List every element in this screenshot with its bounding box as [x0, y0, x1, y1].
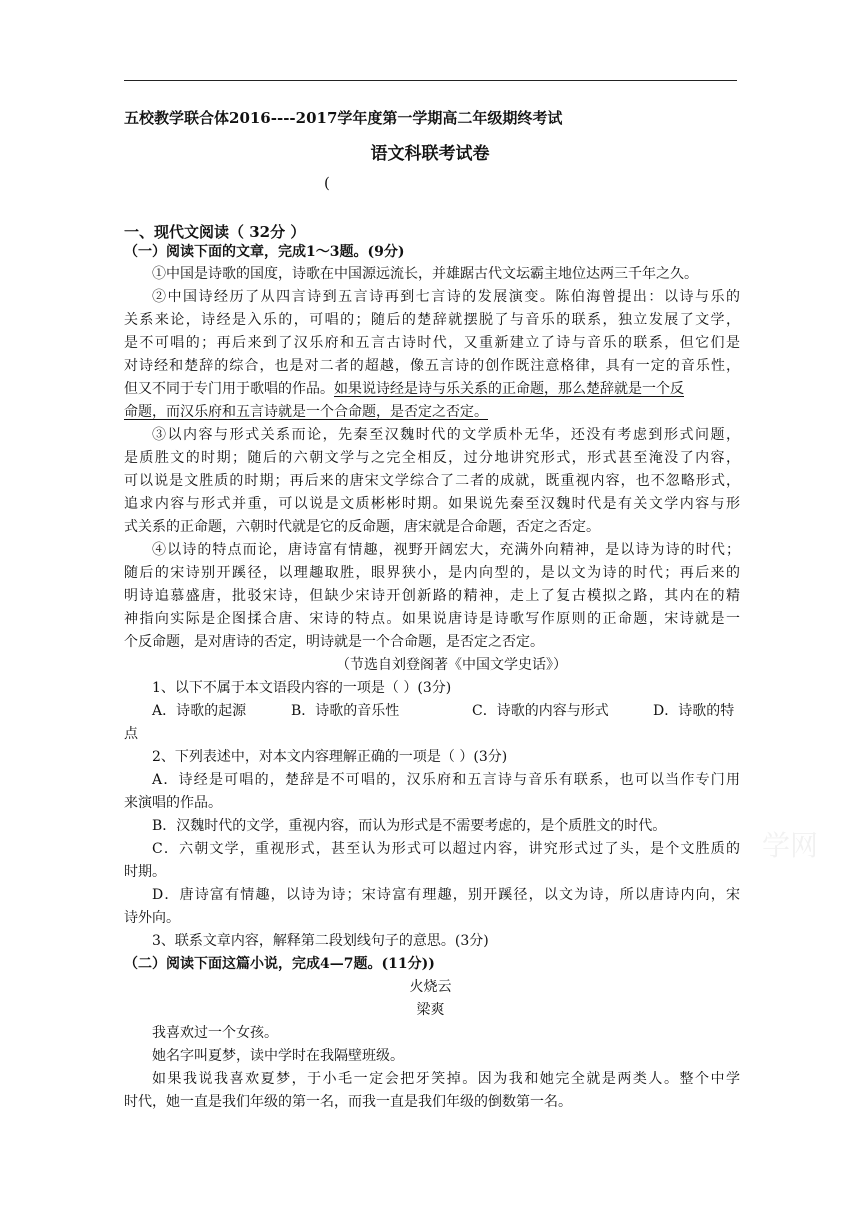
- story-line: 时代，她一直是我们年级的第一名，而我一直是我们年级的倒数第一名。: [124, 1094, 572, 1110]
- paragraph-4-line: ④以诗的特点而论，唐诗富有情趣，视野开阔宏大，充满外向精神，是以诗为诗的时代；: [152, 542, 740, 558]
- source-citation: （节选自刘登阁著《中国文学史话》）: [336, 657, 567, 673]
- paragraph-3-line: 可以说是文胜质的时期；再后来的唐宋文学综合了二者的成就，既重视内容，也不忽略形式，: [124, 473, 740, 489]
- story-author: 梁爽: [416, 1002, 445, 1018]
- question-1-option-d-continued: 点: [124, 726, 138, 742]
- question-2-option-d-continued: 诗外向。: [124, 910, 180, 926]
- question-1-option-b: B．诗歌的音乐性: [291, 703, 400, 719]
- question-2-option-c-continued: 时期。: [124, 864, 166, 880]
- paragraph-3-line: ③以内容与形式关系而论，先秦至汉魏时代的文学质朴无华，还没有考虑到形式问题，: [152, 427, 740, 443]
- watermark: 学网: [762, 829, 819, 862]
- paragraph-1: ①中国是诗歌的国度，诗歌在中国源远流长，并雄踞古代文坛霸主地位达两三千年之久。: [152, 266, 698, 282]
- question-1-option-d: D．诗歌的特: [653, 703, 735, 719]
- story-line: 她名字叫夏梦，读中学时在我隔壁班级。: [152, 1048, 404, 1064]
- paragraph-3-line: 式关系的正命题，六朝时代就是它的反命题，唐宋就是合命题，否定之否定。: [124, 519, 600, 535]
- underlined-sentence: 命题，而汉乐府和五言诗就是一个合命题，是否定之否定。: [124, 404, 488, 420]
- part2-heading: （二）阅读下面这篇小说，完成4—7题。(11分)): [124, 956, 435, 972]
- paragraph-2-line: ②中国诗经历了从四言诗到五言诗再到七言诗的发展演变。陈伯海曾提出：以诗与乐的: [152, 289, 740, 305]
- question-2-option-c: C．六朝文学，重视形式，甚至认为形式可以超过内容，讲究形式过了头，是个文胜质的: [152, 841, 740, 857]
- exam-title: 五校教学联合体2016----2017学年度第一学期高二年级期终考试: [124, 109, 563, 127]
- paragraph-2-line: [124, 378, 740, 400]
- paragraph-4-line: 个反命题，是对唐诗的否定，明诗就是一个合命题，是否定之否定。: [124, 634, 544, 650]
- underlined-sentence: 如果说诗经是诗与乐关系的正命题，那么楚辞就是一个反: [334, 381, 684, 397]
- paragraph-4-line: 随后的宋诗别开蹊径，以理趣取胜，眼界狭小，是内向型的，是以文为诗的时代；再后来的: [124, 565, 740, 581]
- question-2-option-b: B．汉魏时代的文学，重视内容，而认为形式是不需要考虑的，是个质胜文的时代。: [152, 818, 667, 834]
- paragraph-2-line: 对诗经和楚辞的综合，也是对二者的超越，像五言诗的创作既注意格律，具有一定的音乐性，: [124, 358, 740, 374]
- paragraph-4-line: 神指向实际是企图揉合唐、宋诗的特点。如果说唐诗是诗歌写作原则的正命题，宋诗就是一: [124, 611, 740, 627]
- paragraph-4-line: 明诗追慕盛唐，批驳宋诗，但缺少宋诗开创新路的精神，走上了复古模拟之路，其内在的精: [124, 588, 740, 604]
- question-2-option-d: D．唐诗富有情趣，以诗为诗；宋诗富有理趣，别开蹊径，以文为诗，所以唐诗内向，宋: [152, 887, 740, 903]
- paragraph-2-line: 是不可唱的；再后来到了汉乐府和五言古诗时代，又重新建立了诗与音乐的联系，但它们是: [124, 335, 740, 351]
- exam-subtitle: 语文科联考试卷: [370, 144, 490, 164]
- story-line: 如果我说我喜欢夏梦，于小毛一定会把牙笑掉。因为我和她完全就是两类人。整个中学: [152, 1071, 740, 1087]
- story-line: 我喜欢过一个女孩。: [152, 1025, 278, 1041]
- paragraph-3-line: 是质胜文的时期；随后的六朝文学与之完全相反，过分地讲究形式，形式甚至淹没了内容，: [124, 450, 740, 466]
- question-2-option-a: A．诗经是可唱的，楚辞是不可唱的，汉乐府和五言诗与音乐有联系，也可以当作专门用: [152, 772, 740, 788]
- section-heading: 一、现代文阅读（ 32分 ）: [124, 223, 306, 241]
- part1-heading: （一）阅读下面的文章，完成1～3题。(9分): [124, 244, 405, 260]
- story-title: 火烧云: [409, 979, 452, 995]
- paragraph-2-plain: 但又不同于专门用于歌唱的作品。: [124, 381, 334, 397]
- header-rule: [124, 80, 737, 81]
- question-1-option-a: A．诗歌的起源: [152, 703, 247, 719]
- question-2-stem: 2、下列表述中，对本文内容理解正确的一项是（ ）(3分): [152, 749, 508, 765]
- question-1-stem: 1、以下不属于本文语段内容的一项是（ ）(3分): [152, 680, 452, 696]
- question-2-option-a-continued: 来演唱的作品。: [124, 795, 222, 811]
- question-1-option-c: C．诗歌的内容与形式: [472, 703, 609, 719]
- paragraph-2-line: 关系来论，诗经是入乐的，可唱的；随后的楚辞就摆脱了与音乐的联系，独立发展了文学，: [124, 312, 740, 328]
- paragraph-3-line: 追求内容与形式并重，可以说是文质彬彬时期。如果说先秦至汉魏时代是有关文学内容与形: [124, 496, 740, 512]
- question-3: 3、联系文章内容，解释第二段划线句子的意思。(3分): [152, 933, 489, 949]
- stray-paren: (: [324, 174, 330, 192]
